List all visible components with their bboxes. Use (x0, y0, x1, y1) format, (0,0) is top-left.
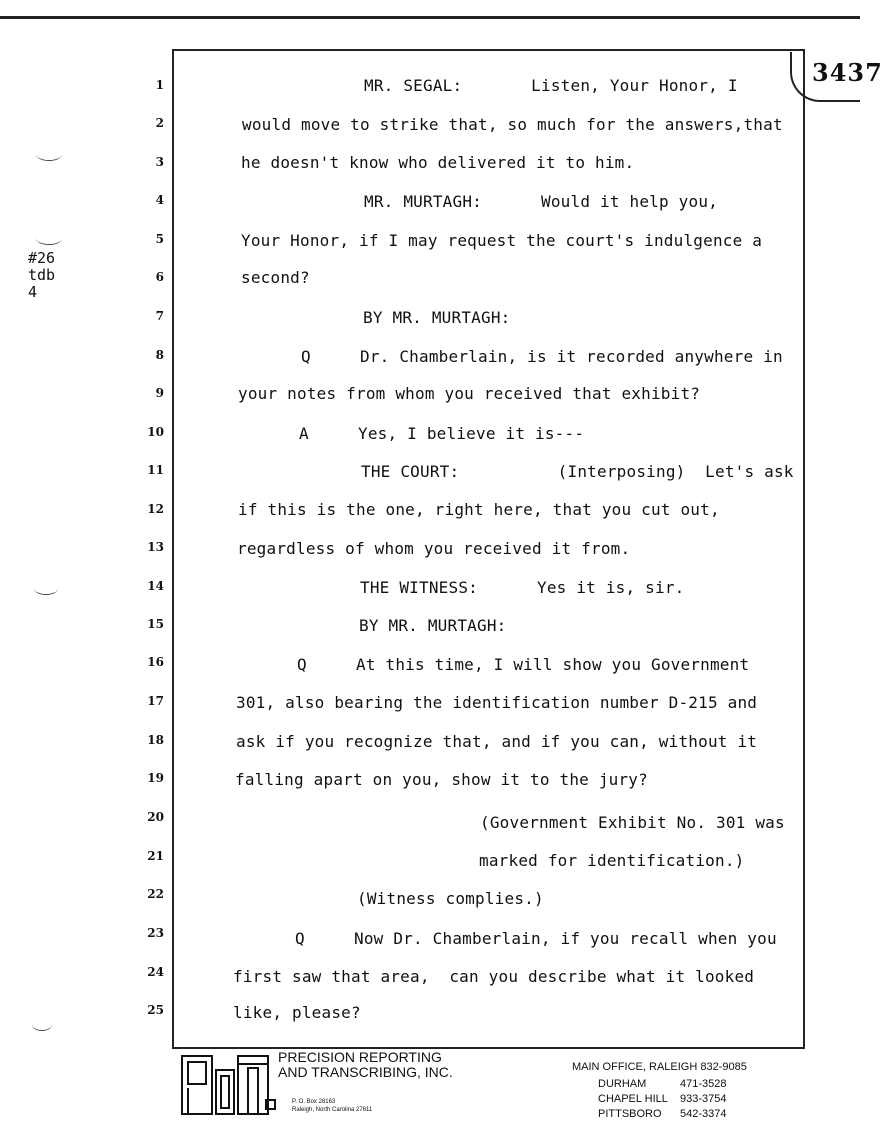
main-office: MAIN OFFICE, RALEIGH 832-9085 (572, 1061, 747, 1073)
company-name-line-1: PRECISION REPORTING (278, 1049, 442, 1065)
transcript-line: (Witness complies.) (357, 889, 544, 908)
company-address (292, 1098, 372, 1114)
line-number: 14 (147, 579, 164, 593)
office-phone: 471-3528 (680, 1078, 727, 1090)
hole-punch-mark (34, 582, 58, 595)
transcript-line: your notes from whom you received that exhibit? (238, 384, 701, 403)
transcript-line: A Yes, I believe it is--- (299, 424, 585, 443)
transcript-line: if this is the one, right here, that you cut out, (238, 500, 720, 519)
transcript-line: 301, also bearing the identification number D-215 and (236, 693, 758, 712)
line-number: 24 (147, 965, 164, 979)
margin-note-line-1: #26 (28, 249, 56, 267)
line-number: 19 (147, 771, 164, 785)
hole-punch-mark (32, 1018, 52, 1031)
transcript-line: THE WITNESS: Yes it is, sir. (360, 578, 685, 597)
transcript-line: marked for identification.) (479, 851, 745, 870)
office-city: CHAPEL HILL (598, 1093, 668, 1105)
transcript-line: falling apart on you, show it to the jury? (235, 770, 648, 789)
hole-punch-mark (36, 148, 62, 161)
office-phone: 542-3374 (680, 1108, 727, 1120)
address-line-2: Raleigh, North Carolina 27611 (292, 1107, 373, 1113)
transcript-line: Q Now Dr. Chamberlain, if you recall when you (295, 929, 777, 948)
line-number: 6 (155, 270, 164, 284)
line-number: 25 (147, 1003, 164, 1017)
line-number: 8 (155, 348, 164, 362)
transcript-line: BY MR. MURTAGH: (363, 308, 511, 327)
transcript-line: BY MR. MURTAGH: (359, 616, 507, 635)
transcript-line: first saw that area, can you describe what it looked (233, 967, 755, 986)
line-number: 1 (155, 78, 164, 92)
line-number: 12 (147, 502, 164, 516)
office-city: PITTSBORO (598, 1108, 662, 1120)
transcript-line: Your Honor, if I may request the court's indulgence a (241, 231, 763, 250)
line-number: 2 (155, 116, 164, 130)
transcript-line: (Government Exhibit No. 301 was (480, 813, 785, 832)
line-number: 20 (147, 810, 164, 824)
transcript-line: MR. MURTAGH: Would it help you, (364, 192, 718, 211)
line-number: 10 (147, 425, 164, 439)
hole-punch-mark (36, 232, 62, 245)
margin-note-line-2: tdb (28, 266, 56, 284)
office-row (598, 1077, 747, 1092)
transcript-line: Q At this time, I will show you Government (297, 655, 750, 674)
page-number: 3437 (812, 58, 883, 87)
transcript-line: would move to strike that, so much for the answers,that (242, 115, 783, 134)
line-number: 7 (155, 309, 164, 323)
transcript-line: regardless of whom you received it from. (237, 539, 631, 558)
office-city: DURHAM (598, 1078, 647, 1090)
address-line-1: P. O. Box 28163 (292, 1099, 336, 1105)
line-number: 11 (147, 463, 164, 477)
office-row (598, 1092, 747, 1107)
line-number: 22 (147, 887, 164, 901)
line-number: 23 (147, 926, 164, 940)
line-number: 18 (147, 733, 164, 747)
transcript-line: THE COURT: (Interposing) Let's ask (361, 462, 794, 481)
line-number: 13 (147, 540, 164, 554)
top-rule (0, 16, 860, 19)
line-number: 16 (147, 655, 164, 669)
margin-note-line-3: 4 (28, 283, 38, 301)
line-number: 15 (147, 617, 164, 631)
transcript-line: Q Dr. Chamberlain, is it recorded anywhere in (301, 347, 783, 366)
line-number: 4 (155, 193, 164, 207)
transcript-line: ask if you recognize that, and if you can, without it (236, 732, 758, 751)
transcript-line: he doesn't know who delivered it to him. (241, 153, 635, 172)
transcript-line: second? (241, 268, 310, 287)
office-list (572, 1060, 747, 1122)
company-logo (180, 1052, 276, 1118)
line-number: 3 (155, 155, 164, 169)
transcript-line: MR. SEGAL: Listen, Your Honor, I (364, 76, 738, 95)
company-name-line-2: AND TRANSCRIBING, INC. (278, 1064, 453, 1080)
office-phone: 933-3754 (680, 1093, 727, 1105)
office-row (598, 1107, 747, 1122)
company-name (278, 1050, 453, 1080)
transcript-line: like, please? (233, 1003, 361, 1022)
line-number: 17 (147, 694, 164, 708)
line-number: 5 (155, 232, 164, 246)
line-number: 21 (147, 849, 164, 863)
line-number: 9 (155, 386, 164, 400)
